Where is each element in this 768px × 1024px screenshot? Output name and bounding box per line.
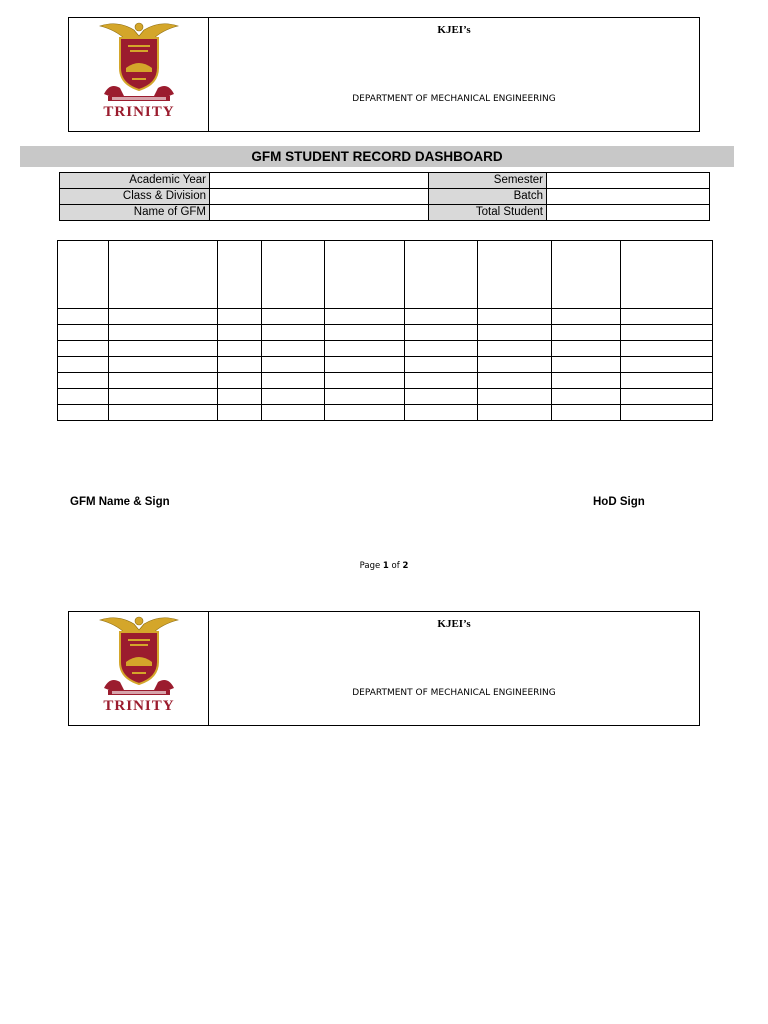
grid-cell[interactable] bbox=[405, 357, 478, 373]
grid-cell[interactable] bbox=[58, 309, 109, 325]
grid-cell[interactable] bbox=[262, 389, 325, 405]
gfm-signature-label: GFM Name & Sign bbox=[70, 496, 170, 508]
logo-wordmark: TRINITY bbox=[103, 104, 175, 120]
academic-year-field[interactable] bbox=[210, 173, 429, 189]
table-row bbox=[58, 389, 713, 405]
hod-signature-label: HoD Sign bbox=[593, 496, 645, 508]
student-record-grid bbox=[57, 240, 713, 421]
grid-cell[interactable] bbox=[478, 373, 552, 389]
grid-header-row bbox=[58, 241, 713, 309]
grid-cell[interactable] bbox=[478, 405, 552, 421]
grid-cell[interactable] bbox=[621, 341, 713, 357]
grid-cell[interactable] bbox=[552, 405, 621, 421]
grid-cell[interactable] bbox=[109, 389, 218, 405]
record-info-table bbox=[59, 172, 710, 221]
grid-cell[interactable] bbox=[621, 325, 713, 341]
table-row bbox=[58, 341, 713, 357]
academic-year-label: Academic Year bbox=[60, 173, 210, 189]
grid-header-cell bbox=[621, 241, 713, 309]
page-total: 2 bbox=[402, 561, 409, 571]
grid-cell[interactable] bbox=[552, 389, 621, 405]
page-current: 1 bbox=[382, 561, 389, 571]
page-number bbox=[0, 561, 768, 571]
grid-cell[interactable] bbox=[405, 373, 478, 389]
grid-cell[interactable] bbox=[262, 357, 325, 373]
info-row bbox=[60, 173, 710, 189]
grid-cell[interactable] bbox=[552, 357, 621, 373]
page-middle: of bbox=[388, 561, 403, 571]
grid-cell[interactable] bbox=[218, 373, 262, 389]
grid-cell[interactable] bbox=[109, 373, 218, 389]
table-row bbox=[58, 309, 713, 325]
grid-header-cell bbox=[325, 241, 405, 309]
grid-cell[interactable] bbox=[325, 405, 405, 421]
grid-header-cell bbox=[478, 241, 552, 309]
grid-cell[interactable] bbox=[218, 309, 262, 325]
table-row bbox=[58, 373, 713, 389]
grid-cell[interactable] bbox=[552, 325, 621, 341]
grid-cell[interactable] bbox=[405, 325, 478, 341]
info-row bbox=[60, 205, 710, 221]
grid-cell[interactable] bbox=[325, 357, 405, 373]
grid-cell[interactable] bbox=[405, 389, 478, 405]
grid-cell[interactable] bbox=[218, 341, 262, 357]
grid-cell[interactable] bbox=[405, 341, 478, 357]
grid-cell[interactable] bbox=[58, 389, 109, 405]
grid-cell[interactable] bbox=[58, 357, 109, 373]
grid-cell[interactable] bbox=[621, 309, 713, 325]
grid-cell[interactable] bbox=[621, 357, 713, 373]
grid-header-cell bbox=[109, 241, 218, 309]
page-header bbox=[68, 611, 700, 726]
name-of-gfm-field[interactable] bbox=[210, 205, 429, 221]
grid-cell[interactable] bbox=[478, 341, 552, 357]
grid-cell[interactable] bbox=[552, 309, 621, 325]
grid-header-cell bbox=[262, 241, 325, 309]
dashboard-title: GFM STUDENT RECORD DASHBOARD bbox=[20, 146, 734, 167]
page-header bbox=[68, 17, 700, 132]
name-of-gfm-label: Name of GFM bbox=[60, 205, 210, 221]
grid-cell[interactable] bbox=[325, 389, 405, 405]
grid-header-cell bbox=[58, 241, 109, 309]
grid-cell[interactable] bbox=[325, 373, 405, 389]
total-student-label: Total Student bbox=[429, 205, 547, 221]
grid-cell[interactable] bbox=[218, 405, 262, 421]
grid-cell[interactable] bbox=[58, 373, 109, 389]
trinity-logo-icon bbox=[96, 18, 182, 104]
grid-cell[interactable] bbox=[109, 357, 218, 373]
grid-cell[interactable] bbox=[218, 389, 262, 405]
grid-header-cell bbox=[405, 241, 478, 309]
grid-cell[interactable] bbox=[262, 405, 325, 421]
grid-cell[interactable] bbox=[405, 309, 478, 325]
grid-cell[interactable] bbox=[478, 389, 552, 405]
grid-cell[interactable] bbox=[262, 325, 325, 341]
grid-cell[interactable] bbox=[552, 373, 621, 389]
department-name: DEPARTMENT OF MECHANICAL ENGINEERING bbox=[352, 94, 556, 104]
grid-header-cell bbox=[218, 241, 262, 309]
grid-cell[interactable] bbox=[478, 309, 552, 325]
grid-cell[interactable] bbox=[325, 341, 405, 357]
grid-cell[interactable] bbox=[478, 357, 552, 373]
class-division-label: Class & Division bbox=[60, 189, 210, 205]
institute-name: KJEI’s bbox=[437, 24, 471, 36]
logo-cell bbox=[69, 612, 209, 725]
table-row bbox=[58, 325, 713, 341]
logo-cell bbox=[69, 18, 209, 131]
grid-cell[interactable] bbox=[621, 389, 713, 405]
grid-cell[interactable] bbox=[109, 325, 218, 341]
semester-field[interactable] bbox=[547, 173, 710, 189]
grid-cell[interactable] bbox=[109, 309, 218, 325]
grid-cell[interactable] bbox=[405, 405, 478, 421]
grid-cell[interactable] bbox=[262, 373, 325, 389]
total-student-field[interactable] bbox=[547, 205, 710, 221]
grid-cell[interactable] bbox=[621, 373, 713, 389]
info-row bbox=[60, 189, 710, 205]
batch-label: Batch bbox=[429, 189, 547, 205]
grid-cell[interactable] bbox=[262, 309, 325, 325]
grid-cell[interactable] bbox=[58, 341, 109, 357]
grid-cell[interactable] bbox=[325, 309, 405, 325]
semester-label: Semester bbox=[429, 173, 547, 189]
grid-cell[interactable] bbox=[552, 341, 621, 357]
class-division-field[interactable] bbox=[210, 189, 429, 205]
logo-wordmark: TRINITY bbox=[103, 698, 175, 714]
grid-header-cell bbox=[552, 241, 621, 309]
grid-cell[interactable] bbox=[621, 405, 713, 421]
grid-cell[interactable] bbox=[109, 405, 218, 421]
grid-cell[interactable] bbox=[325, 325, 405, 341]
table-row bbox=[58, 357, 713, 373]
institute-name: KJEI’s bbox=[437, 618, 471, 630]
grid-cell[interactable] bbox=[218, 357, 262, 373]
grid-cell[interactable] bbox=[109, 341, 218, 357]
table-row bbox=[58, 405, 713, 421]
grid-cell[interactable] bbox=[58, 325, 109, 341]
batch-field[interactable] bbox=[547, 189, 710, 205]
grid-cell[interactable] bbox=[58, 405, 109, 421]
trinity-logo-icon bbox=[96, 612, 182, 698]
page-prefix: Page bbox=[359, 561, 383, 571]
department-name: DEPARTMENT OF MECHANICAL ENGINEERING bbox=[352, 688, 556, 698]
grid-cell[interactable] bbox=[218, 325, 262, 341]
grid-cell[interactable] bbox=[478, 325, 552, 341]
grid-cell[interactable] bbox=[262, 341, 325, 357]
